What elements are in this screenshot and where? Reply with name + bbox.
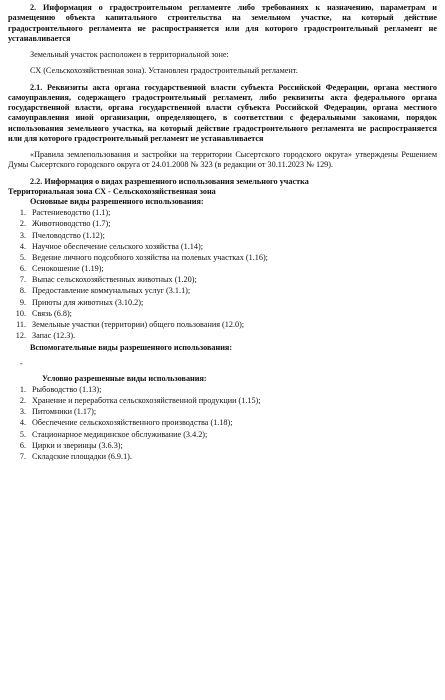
main-use-item-text: Земельные участки (территории) общего пользования (12.0); (32, 319, 245, 329)
rules-reference: «Правила землепользования и застройки на территории Сысертского городского округа» утверждены Решением Думы Сысертского городского округа от 24.01.2008 № 323 (в редакции от 30.11.2023 № 129). (8, 150, 437, 170)
main-use-item-number: 7. (19, 275, 26, 285)
main-use-item-number: 8. (19, 286, 26, 296)
conditional-use-item-number: 3. (19, 407, 26, 417)
conditional-use-item (8, 384, 437, 395)
main-use-item-number: 9. (19, 297, 26, 307)
conditional-use-item (8, 417, 437, 428)
main-use-item (8, 319, 437, 330)
conditional-use-item (8, 406, 437, 417)
conditional-use-item-text: Обеспечение сельскохозяйственного производства (1.18); (32, 418, 233, 428)
main-use-item (8, 252, 437, 263)
main-use-item-number: 3. (19, 230, 26, 240)
main-use-item (8, 241, 437, 252)
main-use-item (8, 207, 437, 218)
zone-text: СХ (Сельскохозяйственная зона). Установлен градостроительный регламент. (30, 66, 298, 76)
section-2-2-heading: 2.2. Информация о видах разрешенного использования земельного участка (30, 176, 309, 186)
main-use-item-text: Запас (12.3). (32, 330, 76, 340)
conditional-use-item (8, 395, 437, 406)
main-use-item (8, 330, 437, 341)
conditional-use-item-number: 4. (19, 418, 26, 428)
conditional-use-item (8, 429, 437, 440)
conditional-use-item-number: 5. (19, 429, 26, 439)
main-use-item-text: Приюты для животных (3.10.2); (32, 297, 144, 307)
aux-uses-title: Вспомогательные виды разрешенного использования: (30, 343, 233, 353)
conditional-use-item (8, 451, 437, 462)
main-use-item-text: Животноводство (1.7); (32, 219, 111, 229)
conditional-use-item-number: 2. (19, 396, 26, 406)
main-use-item (8, 297, 437, 308)
conditional-use-item-number: 6. (19, 440, 26, 450)
conditional-use-item-number: 1. (19, 384, 26, 394)
conditional-use-item (8, 440, 437, 451)
main-use-item-text: Сенокошение (1.19); (32, 264, 104, 274)
conditional-uses-list (8, 384, 437, 462)
main-use-item-text: Ведение личного подсобного хозяйства на полевых участках (1.16); (32, 252, 268, 262)
main-use-item (8, 274, 437, 285)
main-use-item-text: Растениеводство (1.1); (32, 208, 111, 218)
section-2-1-heading: 2.1. Реквизиты акта органа государственной власти субъекта Российской Федерации, органа местного самоуправления, содержащего градостроительный регламент, либо реквизиты акта федерального органа государственной власти, органа государственной власти субъекта Российской Федерации, органа местного самоуправления иной организации, определяющего, в соответствии с федеральными законами, порядок использования земельного участка, на который действие градостроительного регламента не распространяется или для которого градостроительный регламент не устанавливается (8, 82, 437, 143)
main-use-item (8, 230, 437, 241)
main-use-item-number: 12. (15, 330, 26, 340)
conditional-use-item-text: Стационарное медицинское обслуживание (3.4.2); (32, 429, 208, 439)
territorial-zone-title: Территориальная зона СХ - Сельскохозяйственная зона (8, 186, 216, 196)
main-uses-title: Основные виды разрешенного использования: (30, 197, 204, 206)
main-use-item-number: 4. (19, 241, 26, 251)
main-use-item-number: 2. (19, 219, 26, 229)
conditional-use-item-text: Рыбоводство (1.13); (32, 384, 102, 394)
main-use-item-number: 5. (19, 252, 26, 262)
conditional-uses-title: Условно разрешенные виды использования: (42, 373, 207, 383)
main-uses-list (8, 207, 437, 341)
main-use-item-text: Выпас сельскохозяйственных животных (1.20); (32, 275, 197, 285)
main-use-item-text: Предоставление коммунальных услуг (3.1.1); (32, 286, 191, 296)
main-use-item-number: 1. (19, 208, 26, 218)
zone-intro: Земельный участок расположен в территориальной зоне: (30, 50, 229, 59)
section-2-heading: 2. Информация о градостроительном регламенте либо требованиях к назначению, параметрам и размещению объекта капитального строительства на земельном участке, на который действие градостроительного регламента не распространяется или для которого градостроительный регламент не устанавливается (8, 3, 437, 43)
main-use-item-text: Связь (6.8); (32, 308, 72, 318)
main-use-item-text: Научное обеспечение сельского хозяйства (1.14); (32, 241, 203, 251)
main-use-item (8, 308, 437, 319)
conditional-use-item-text: Складские площадки (6.9.1). (32, 451, 132, 461)
main-use-item-text: Пчеловодство (1.12); (32, 230, 105, 240)
conditional-use-item-text: Хранение и переработка сельскохозяйственной продукции (1.15); (32, 396, 261, 406)
main-use-item (8, 285, 437, 296)
aux-uses-dash: - (20, 359, 23, 369)
main-use-item-number: 10. (15, 308, 26, 318)
conditional-use-item-text: Цирки и зверинцы (3.6.3); (32, 440, 123, 450)
main-use-item-number: 11. (16, 319, 26, 329)
main-use-item (8, 263, 437, 274)
conditional-use-item-text: Питомники (1.17); (32, 407, 97, 417)
main-use-item (8, 218, 437, 229)
conditional-use-item-number: 7. (19, 451, 26, 461)
main-use-item-number: 6. (19, 264, 26, 274)
